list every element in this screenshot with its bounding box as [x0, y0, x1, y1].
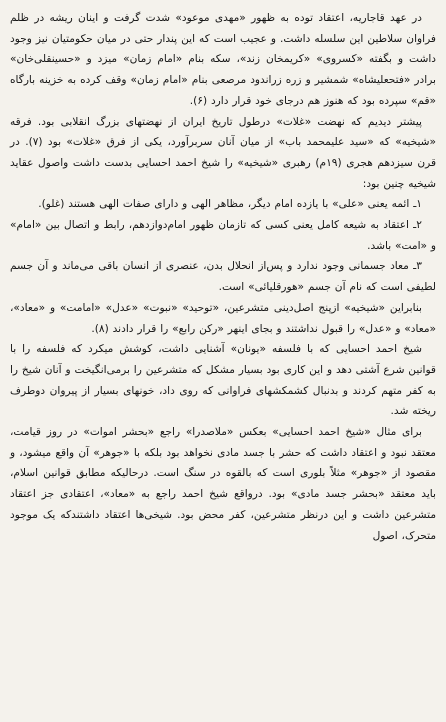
paragraph-item-1: ۱ـ ائمه یعنی «علی» با یازده امام دیگر، مظاهر الهی و دارای صفات الهی هستند (غلو). [38, 198, 422, 211]
paragraph-item-2: ۲ـ اعتقاد به شیعه کامل یعنی کسی که تازمان ظهور امام‌دوازدهم، رابط و اتصال بین «امام» و «امت» باشد. [10, 219, 436, 252]
paragraph-ahsai-philosophy: شیخ احمد احسایی که با فلسفه «یونان» آشنایی داشت، کوشش میکرد که فلسفه را با قوانین شرع آشتی دهد و این کاری بود بسیار مشکل که متشرعین را برمی‌انگیخت و آنان شیخ را به کفر متهم کردند و بدنبال کشمکشهای فراوانی که روی داد، خونهای بسیار از پیروان دوطرف ریخته شد. [9, 343, 436, 418]
paragraph-item-3: ۳ـ معاد جسمانی وجود ندارد و پس‌از انحلال بدن، عنصری از انسان باقی می‌ماند و آن جسم لطیفی است که نام آن جسم «هورقلیائی» است. [10, 260, 436, 294]
paragraph-qajar: در عهد قاجاریه، اعتقاد توده به ظهور «مهدی موعود» شدت گرفت و اینان ریشه در ظلم فراوان سلاطین این سلسله داشت. و عجیب است که این پندار حتی در میان حکومتیان نیز وجود داشت و بگفته «کسروی» «کریمخان زند»، سکه بنام «امام زمان» میزد و «حسینقلی‌خان» برادر «فتحعلیشاه» شمشیر و زره زراندود مرصعی بنام «امام زمان» وقف کرده به خزینه بارگاه «قم» سپرده بود که هنوز هم درجای خود قرار دارد (۶). [10, 12, 436, 107]
paragraph-resurrection: برای مثال «شیخ احمد احسایی» بعکس «ملاصدرا» راجع «بحشر اموات» در روز قیامت، معتقد نبود و اعتقاد داشت که حشر با جسد مادی نخواهد بود بلکه با «جوهر» آن واقع میشود، و مقصود از «جوهر» مثلاً بلوری است که بالقوه در سنگ است. درحالیکه مطابق قوانین اسلام، باید معتقد «بحشر جسد مادی» بود. درواقع شیخ احمد راجع به «معاد»، اعتقادی جز اعتقاد متشرعین داشت و این درنظر متشرعین، کفر محض بود. شیخی‌ها اعتقاد داشتندکه یک موجود متحرک، اصول [10, 426, 436, 542]
paragraph-shaykhiyya: بنابراین «شیخیه» ازپنج اصل‌دینی متشرعین، «توحید» «نبوت» «عدل» «امامت» و «معاد»، «معاد» و «عدل» را قبول نداشتند و بجای اینهر «رکن رابع» را قرار دادند (۸). [10, 301, 436, 335]
paragraph-ghulat: پیشتر دیدیم که نهضت «غلات» درطول تاریخ ایران از نهضتهای بزرگ انقلابی بود. فرقه «شیخیه» که «سید علیمحمد باب» از میان آنان سربرآورد، یکی از فرق «غلات» بود (۷). در قرن سیزدهم هجری (۱۹م) رهبری «شیخیه» را شیخ احمد احسایی بدست داشت واصول عقاید شیخیه چنین بود: [10, 115, 437, 190]
